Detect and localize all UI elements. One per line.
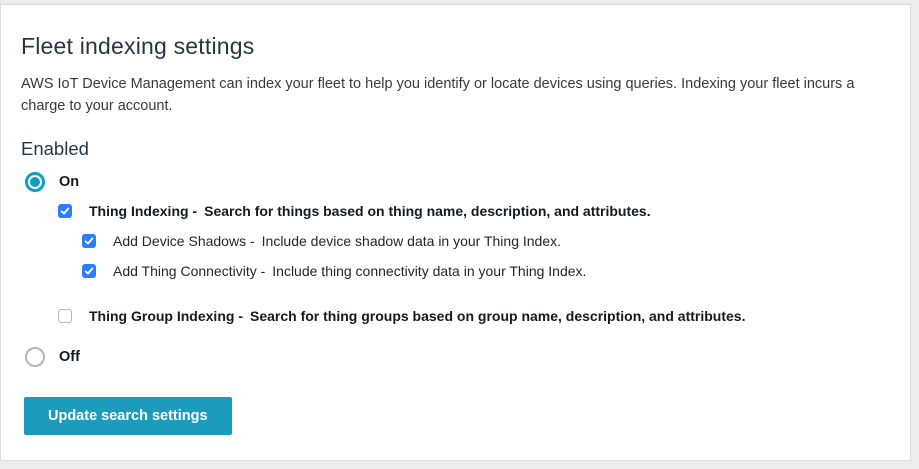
add-device-shadows-description: Include device shadow data in your Thing Index. — [261, 232, 562, 249]
page-title: Fleet indexing settings — [21, 33, 255, 59]
thing-group-indexing-label[interactable]: Thing Group Indexing - — [89, 307, 243, 324]
radio-row-off — [25, 347, 890, 367]
checkmark-icon — [60, 206, 70, 216]
checkbox-row-thing-group-indexing — [58, 308, 890, 324]
radio-off-label[interactable]: Off — [59, 348, 80, 365]
add-thing-connectivity-label[interactable]: Add Thing Connectivity - — [113, 262, 266, 279]
enabled-section-heading: Enabled — [21, 137, 89, 159]
checkmark-icon — [84, 266, 94, 276]
radio-on-label[interactable]: On — [59, 173, 80, 190]
radio-dot-icon — [30, 177, 40, 187]
thing-group-indexing-description: Search for thing groups based on group name, description, and attributes. — [249, 307, 746, 324]
radio-row-on — [25, 172, 890, 192]
add-thing-connectivity-description: Include thing connectivity data in your Thing Index. — [272, 262, 587, 279]
checkbox-thing-group-indexing[interactable] — [58, 309, 72, 323]
thing-indexing-label[interactable]: Thing Indexing - — [89, 202, 198, 219]
checkmark-icon — [84, 236, 94, 246]
thing-indexing-description: Search for things based on thing name, description, and attributes. — [204, 202, 651, 219]
checkbox-add-thing-connectivity[interactable] — [82, 264, 96, 278]
radio-off-unselected-icon[interactable] — [25, 347, 45, 367]
checkbox-add-device-shadows[interactable] — [82, 234, 96, 248]
checkbox-row-add-thing-connectivity — [82, 263, 890, 279]
fleet-indexing-settings-panel — [0, 4, 911, 461]
radio-on-selected-icon[interactable] — [25, 172, 45, 192]
add-device-shadows-label[interactable]: Add Device Shadows - — [113, 232, 255, 249]
checkbox-row-add-device-shadows — [82, 233, 890, 249]
page-description: AWS IoT Device Management can index your fleet to help you identify or locate devices using queries. Indexing your fleet incurs a charge to your account. — [21, 76, 855, 115]
update-search-settings-button[interactable]: Update search settings — [24, 397, 232, 435]
checkbox-thing-indexing[interactable] — [58, 204, 72, 218]
checkbox-row-thing-indexing — [58, 203, 890, 219]
right-gutter — [911, 0, 919, 469]
